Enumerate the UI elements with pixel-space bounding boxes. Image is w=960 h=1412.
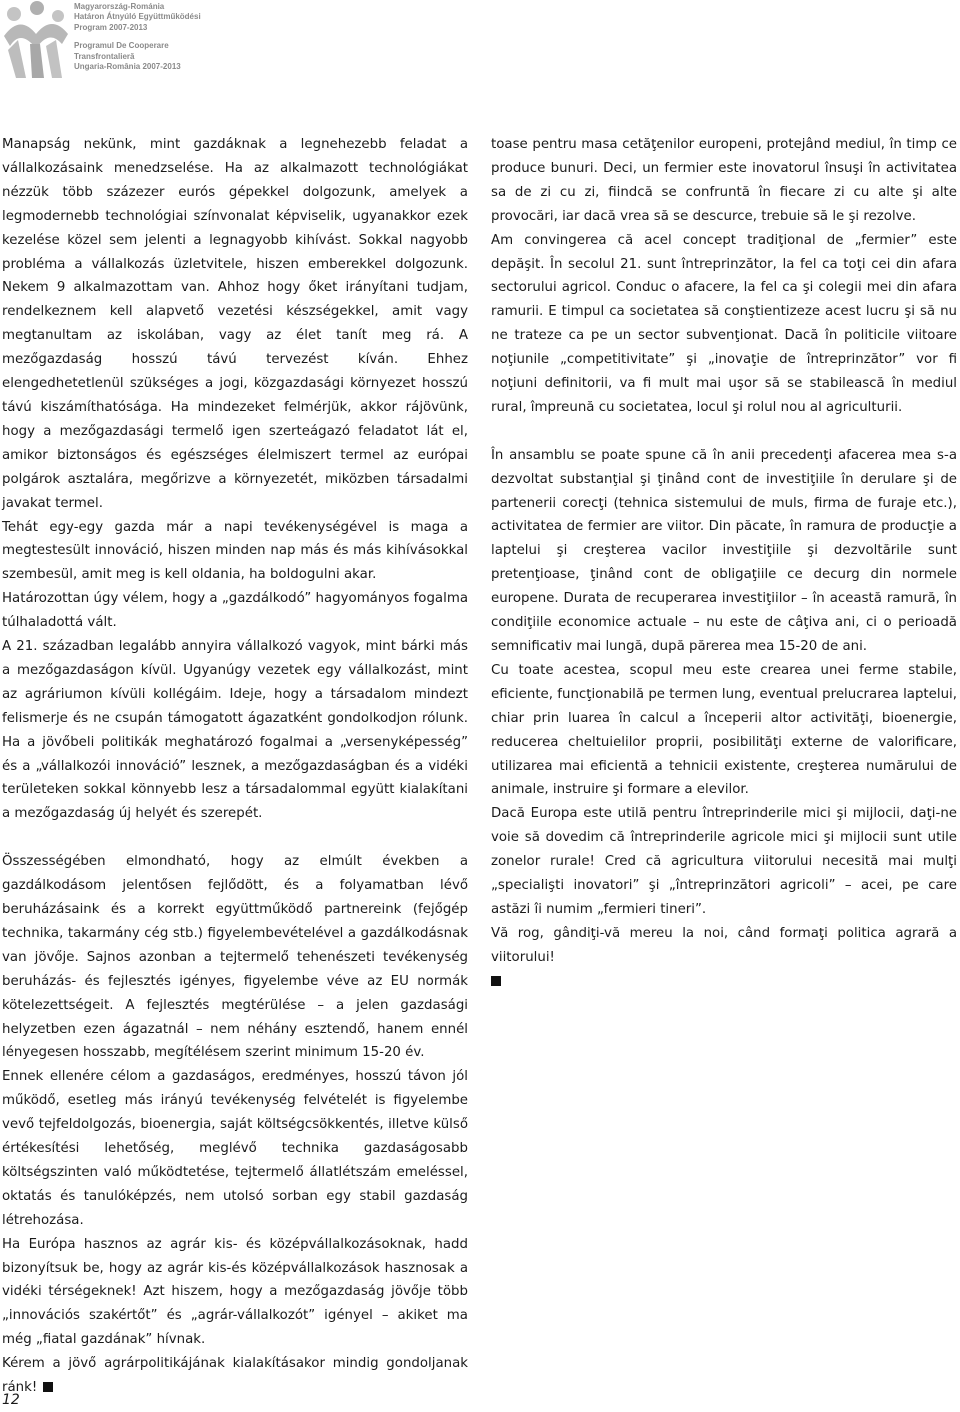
program-logo-icon — [0, 0, 70, 80]
program-title — [74, 2, 201, 72]
program-line: Határon Átnyúló Együttműködési — [74, 12, 201, 22]
paragraph: În ansamblu se poate spune că în anii precedenţi afacerea mea s-a dezvoltat substanţial şi ţinând cont de investiţiile în derulare şi de partenerii corecţi (tehnica sistemului de muls, firma de furaje etc.), activitatea de fermier are viitor. Din păcate, în ramura de producţie a laptelui şi creşterea vacilor investiţiile şi dezvoltările sunt pretenţioase, ţinând cont de obligaţiile ce decurg din normele europene. Durata de recuperarea investiţiilor – în această ramură, în condiţiile economice actuale – nu este de câţiva ani, ci o perioadă semnificativ mai lungă, după părerea mea 15-20 de ani. — [491, 447, 957, 655]
closing-paragraph — [2, 1352, 468, 1400]
program-line: Programul De Cooperare — [74, 41, 169, 51]
left-column — [2, 133, 468, 1400]
program-line: Magyarország-Románia — [74, 2, 165, 11]
paragraph: Határozottan úgy vélem, hogy a „gazdálkodó” hagyományos fogalma túlhaladottá vált. — [2, 591, 468, 631]
paragraph: A 21. században legalább annyira vállalkozó vagyok, mint bárki más a mezőgazdaságon kívül. Ugyanúgy vezetek egy vállalkozást, mint az agráriumon kívüli kollégáim. Ideje, hogy a társadalom mindezt felismerje és ne csupán támogatott ágazatként gondolkodjon rólunk. Ha a jövőbeli politikák meghatározó fogalmai a „versenyképesség” és a „vállalkozói innováció” lesznek, a mezőgazdaságban és a vidéki területeken sokkal könnyebb lesz a társadalommal együtt kialakítani a mezőgazdaság új helyét és szerepét. — [2, 639, 468, 822]
paragraph: Cu toate acestea, scopul meu este crearea unei ferme stabile, eficiente, funcţionabilă pe termen lung, eventual prelucrarea laptelui, chiar prin luarea în calcul a începerii altor activităţi, bioenergie, reducerea cheltuielilor proprii, posibilităţi externe de valorificare, utilizarea mai eficientă a tehnicii existente, creşterea numărului de animale, instruire şi formare a elevilor. — [491, 662, 957, 798]
program-line: Ungaria-România 2007-2013 — [74, 62, 181, 72]
paragraph: Am convingerea că acel concept tradiţional de „fermier” este depăşit. În secolul 21. sunt întreprinzător, la fel ca toţi cei din afara sectorului agricol. Conduc o afacere, la fel ca şi colegii mei din afara ramurii. E timpul ca societatea să conştientizeze acest lucru şi să nu ne trateze ca pe un sector subvenţionat. Dacă în politicile viitoare noţiunile „competitivitate” şi „inovaţie de întreprinzător” vor fi noţiuni definitorii, va fi mult mai uşor să se stabilească în mediul rural, împreună cu societatea, locul şi rolul nou al agriculturii. — [491, 232, 957, 415]
paragraph: Dacă Europa este utilă pentru întreprinderile mici şi mijlocii, daţi-ne voie să dovedim că întreprinderile agricole mici şi mijlocii sunt utile zonelor rurale! Cred că agricultura viitorului necesită mai mulţi „specialişti inovatori” şi „întreprinzători agricoli” – acei, pe care astăzi îi numim „fermieri tineri”. — [491, 806, 957, 917]
program-header — [0, 0, 300, 80]
paragraph: Tehát egy-egy gazda már a napi tevékenységével is maga a megtestesült innováció, hiszen minden nap más és más kihívásokkal szembesül, amit meg is kell oldania, ha boldogulni akar. — [2, 519, 468, 583]
paragraph: Manapság nekünk, mint gazdáknak a legnehezebb feladat a vállalkozásaink menedzselése. Ha az alkalmazott technológiákat nézzük több százezer eurós gépekkel dolgozunk, amelyek a legmodernebb technológiai színvonalat képviselik, ugyanakkor ezek kezelése közel sem jelenti a legnagyobb kihívást. Sokkal nagyobb probléma a vállalkozás üzletvitele, hiszen emberekkel dolgozunk. Nekem 9 alkalmazottam van. Ahhoz hogy őket irányítani tudjam, rendelkeznem kell alapvető vezetési készségekkel, amit vagy megtanultam az iskolában, vagy az élet tanít meg rá. A mezőgazdaság hosszú távú tervezést kíván. Ehhez elengedhetetlenül szükséges a jogi, közgazdasági környezet hosszú távú kiszámíthatósága. Ha mindezeket felmérjük, akkor rájövünk, hogy a mezőgazdasági termelő igen szerteágazó feladatot lát el, amikor biztonságos és egészséges élelmiszert termel az európai polgárok asztalára, megőrizve a környezetét, miközben társadalmi javakat termel. — [2, 137, 468, 511]
right-column — [491, 133, 957, 994]
end-mark-icon — [491, 976, 501, 986]
closing-text: Kérem a jövő agrárpolitikájának kialakításakor mindig gondoljanak ránk! — [2, 1356, 468, 1396]
paragraph: Összességében elmondható, hogy az elmúlt években a gazdálkodásom jelentősen fejlődött, és a folyamatban lévő beruházásaink és a korrekt együttműködő partnereink (fejőgép technika, takarmány cég stb.) figyelembevételével a gazdálkodásnak van jövője. Sajnos azonban a tejtermelő tehenészeti tevékenység beruházás- és fejlesztés igényes, figyelembe véve az EU normák kötelezettségeit. A fejlesztés megtérülése – a jelen gazdasági helyzetben ezen ágazatnál – nem néhány esztendő, hanem ennél lényegesen hosszabb, megítélésem szerint minimum 15-20 év. — [2, 854, 468, 1061]
end-mark-icon — [43, 1382, 53, 1392]
program-line: Transfrontalieră — [74, 51, 135, 61]
paragraph: Ennek ellenére célom a gazdaságos, eredményes, hosszú távon jól működő, esetleg más irányú tevékenység felvételét is figyelembe vevő tejfeldolgozás, bioenergia, saját költségcsökkentés, illetve külső értékesítési lehetőség, meglévő technika gazdaságosabb költségszinten való működtetése, tejtermelő állatlétszám emeléssel, oktatás és tanulóképzés, nem utolsó sorban egy stabil gazdaság létrehozása. — [2, 1069, 468, 1228]
end-mark-row — [491, 970, 957, 994]
paragraph: Vă rog, gândiţi-vă mereu la noi, când formaţi politica agrară a viitorului! — [491, 925, 957, 965]
page-number: 12 — [2, 1392, 20, 1408]
paragraph: toase pentru masa cetăţenilor europeni, protejând mediul, în timp ce produce bunuri. Deci, un fermier este inovatorul însuşi în activitatea sa de zi cu zi, fiindcă se confruntă în fiecare zi cu alte şi alte provocări, iar dacă vrea să se descurce, trebuie să le şi rezolve. — [491, 137, 957, 224]
program-line: Program 2007-2013 — [74, 22, 148, 32]
paragraph: Ha Európa hasznos az agrár kis- és középvállalkozásoknak, hadd bizonyítsuk be, hogy az agrár kis-és középvállalkozások hasznosak a vidéki térségeknek! Azt hiszem, hogy a mezőgazdaság jövője több „innovációs szakértőt” és „agrár-vállalkozót” igényel – akiket ma még „fiatal gazdának” hívnak. — [2, 1236, 468, 1348]
